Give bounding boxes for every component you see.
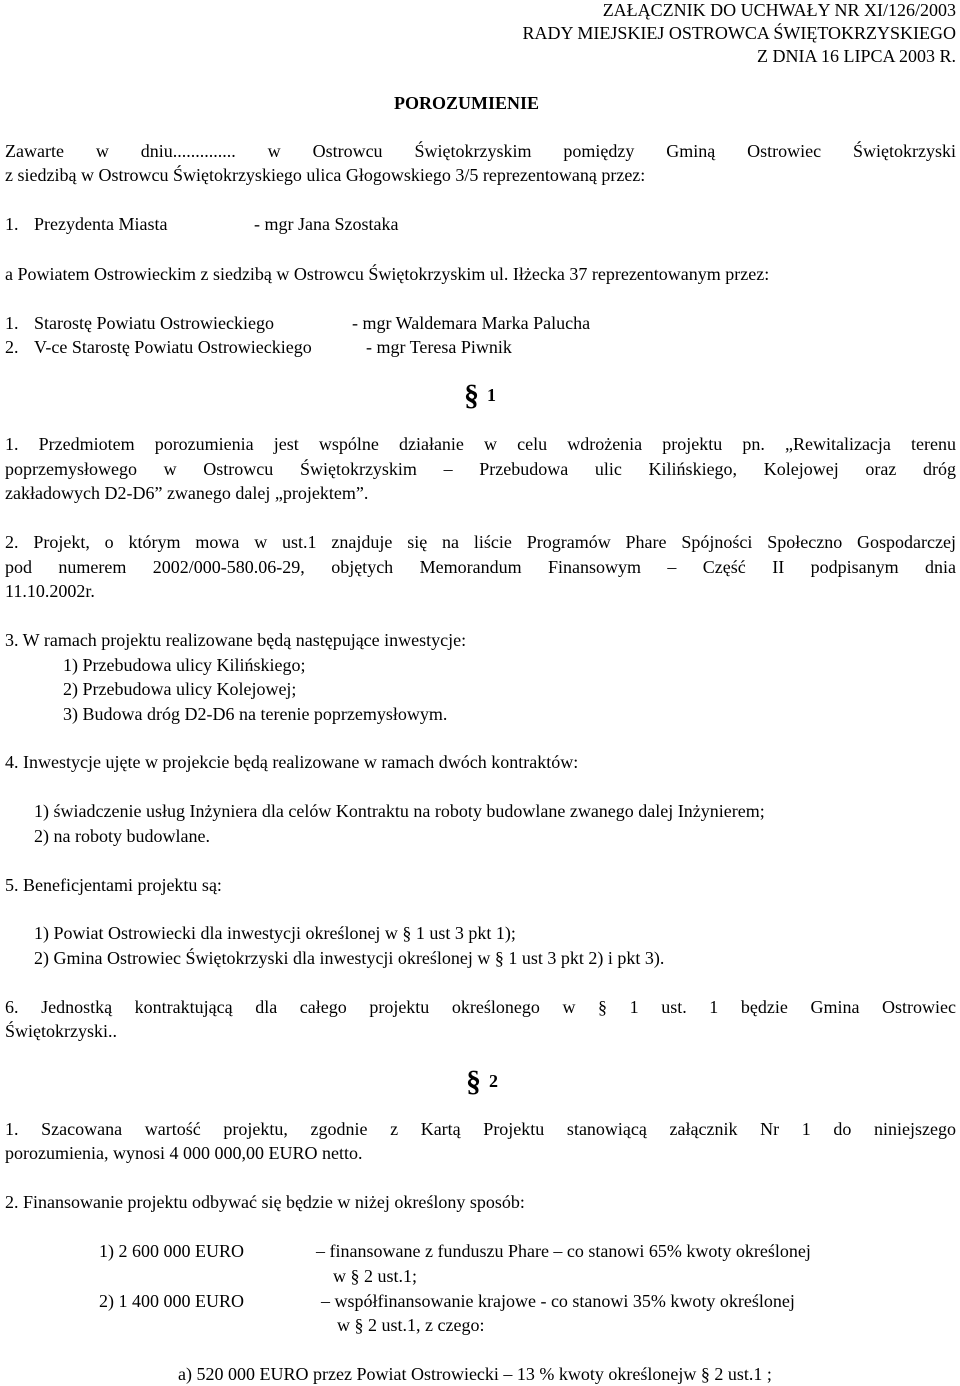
s1-p2-line-2: pod numerem 2002/000-580.06-29, objętych Memorandum Finansowym – Część II podpisanym dnia (5, 557, 956, 577)
intro-line-3: a Powiatem Ostrowieckim z siedzibą w Ostrowcu Świętokrzyskim ul. Iłżecka 37 reprezentowanym przez: (5, 264, 770, 284)
rep2-role: Starostę Powiatu Ostrowieckiego (34, 313, 274, 333)
s1-p6-line-1: 6. Jednostką kontraktującą dla całego projektu określonego w § 1 ust. 1 będzie Gmina Ostrowiec (5, 997, 956, 1017)
s1-p4-item-2: 2) na roboty budowlane. (34, 826, 210, 846)
intro-line-2: z siedzibą w Ostrowcu Świętokrzyskiego ulica Głogowskiego 3/5 reprezentowaną przez: (5, 165, 646, 185)
s1-p2-line-3: 11.10.2002r. (5, 581, 95, 601)
funding-2-description: – współfinansowanie krajowe - co stanowi 35% kwoty określonej (321, 1291, 795, 1311)
funding-1-amount: 1) 2 600 000 EURO (99, 1241, 244, 1261)
s1-p1-line-3: zakładowych D2-D6” zwanego dalej „projektem”. (5, 483, 369, 503)
rep1-role: Prezydenta Miasta (34, 214, 168, 234)
section-number: 2 (489, 1071, 498, 1091)
funding-2-continuation: w § 2 ust.1, z czego: (337, 1315, 485, 1335)
section-mark: § (464, 379, 479, 412)
s1-p3: 3. W ramach projektu realizowane będą następujące inwestycje: (5, 630, 467, 650)
intro-line-1: Zawarte w dniu.............. w Ostrowcu Świętokrzyskim pomiędzy Gminą Ostrowiec Świętokrzyski (5, 141, 956, 161)
rep3-name: - mgr Teresa Piwnik (366, 337, 512, 357)
s1-p5: 5. Beneficjentami projektu są: (5, 875, 222, 895)
funding-2-item-a: a) 520 000 EURO przez Powiat Ostrowiecki – 13 % kwoty określonejw § 2 ust.1 ; (178, 1364, 772, 1384)
rep2-number: 1. (5, 313, 19, 333)
rep3-role: V-ce Starostę Powiatu Ostrowieckiego (34, 337, 312, 357)
s1-p4-item-1: 1) świadczenie usług Inżyniera dla celów Kontraktu na roboty budowlane zwanego dalej Inżynierem; (34, 801, 765, 821)
funding-1-description: – finansowane z funduszu Phare – co stanowi 65% kwoty określonej (316, 1241, 811, 1261)
section-number: 1 (487, 385, 496, 405)
section-mark: § (466, 1065, 481, 1098)
s1-p6-line-2: Świętokrzyski.. (5, 1021, 117, 1041)
document-title: POROZUMIENIE (394, 93, 540, 113)
s2-p1-line-2: porozumienia, wynosi 4 000 000,00 EURO netto. (5, 1143, 363, 1163)
s1-p3-item-1: 1) Przebudowa ulicy Kilińskiego; (63, 655, 306, 675)
header-line-2: RADY MIEJSKIEJ OSTROWCA ŚWIĘTOKRZYSKIEGO (522, 23, 956, 43)
s1-p3-item-3: 3) Budowa dróg D2-D6 na terenie poprzemysłowym. (63, 704, 448, 724)
s1-p5-item-1: 1) Powiat Ostrowiecki dla inwestycji określonej w § 1 ust 3 pkt 1); (34, 923, 516, 943)
s1-p4: 4. Inwestycje ujęte w projekcie będą realizowane w ramach dwóch kontraktów: (5, 752, 579, 772)
s1-p1-line-2: poprzemysłowego w Ostrowcu Świętokrzyskim – Przebudowa ulic Kilińskiego, Kolejowej oraz dróg (5, 459, 956, 479)
s2-p1-line-1: 1. Szacowana wartość projektu, zgodnie z Kartą Projektu stanowiącą załącznik Nr 1 do niniejszego (5, 1119, 956, 1139)
header-line-3: Z DNIA 16 LIPCA 2003 R. (756, 46, 956, 66)
s2-p2: 2. Finansowanie projektu odbywać się będzie w niżej określony sposób: (5, 1192, 525, 1212)
section-1-heading (464, 379, 496, 412)
funding-1-continuation: w § 2 ust.1; (333, 1266, 418, 1286)
rep1-name: - mgr Jana Szostaka (254, 214, 399, 234)
s1-p1-line-1: 1. Przedmiotem porozumienia jest wspólne działanie w celu wdrożenia projektu pn. „Rewitalizacja terenu (5, 434, 956, 454)
section-2-heading (466, 1065, 498, 1098)
rep2-name: - mgr Waldemara Marka Palucha (352, 313, 591, 333)
s1-p3-item-2: 2) Przebudowa ulicy Kolejowej; (63, 679, 297, 699)
header-line-1: ZAŁĄCZNIK DO UCHWAŁY NR XI/126/2003 (602, 0, 956, 20)
funding-2-amount: 2) 1 400 000 EURO (99, 1291, 244, 1311)
rep1-number: 1. (5, 214, 19, 234)
rep3-number: 2. (5, 337, 19, 357)
s1-p2-line-1: 2. Projekt, o którym mowa w ust.1 znajduje się na liście Programów Phare Spójności Społeczno Gospodarczej (5, 532, 956, 552)
s1-p5-item-2: 2) Gmina Ostrowiec Świętokrzyski dla inwestycji określonej w § 1 ust 3 pkt 2) i pkt 3). (34, 948, 665, 968)
